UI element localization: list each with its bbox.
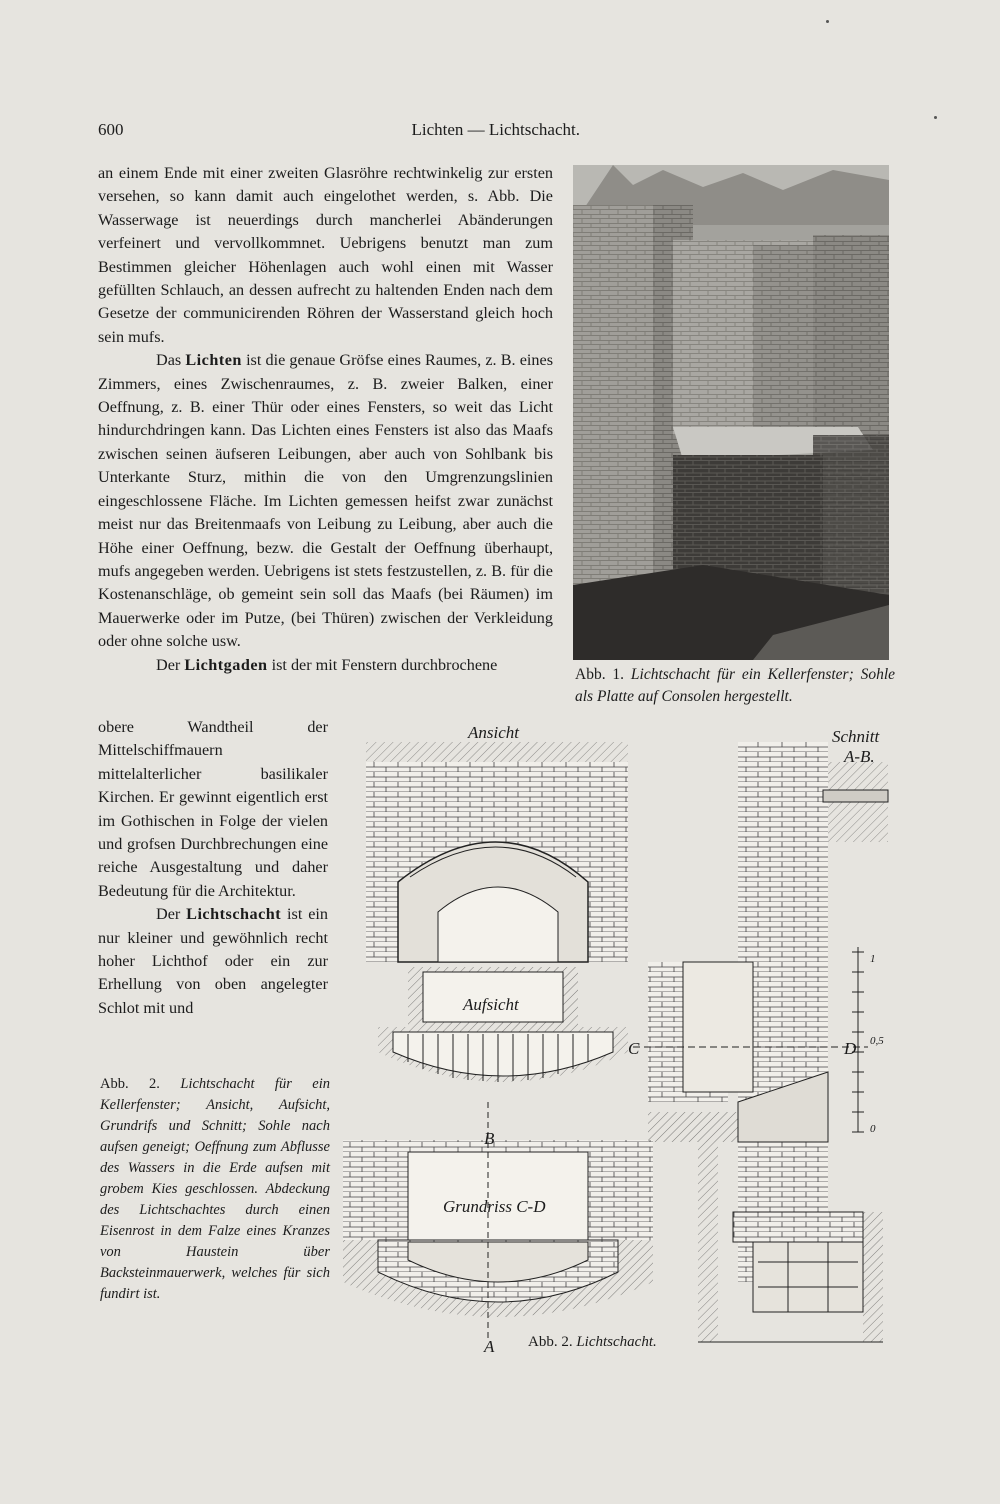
scale-label: 0,5 (870, 1035, 884, 1047)
label-ansicht: Ansicht (468, 723, 519, 742)
narrow-text-column (98, 716, 328, 1020)
view-aufsicht (378, 967, 628, 1082)
scan-speck (934, 116, 937, 119)
paragraph: Das Lichten ist die genaue Gröfse eines Raumes, z. B. eines Zimmers, eines Zwischenraumes, z. B. zweier Balken, einer Oeffnung, z. B. einer Thür oder eines Fensters, so weit das Licht hindurchdringen kann. Das Lichten eines Fensters ist also das Maafs zwischen seinen äufseren Leibungen, aber auch von Sohlbank bis Unterkante Sturz, mithin die von den Umgrenzungslinien eingeschlossene Fläche. Im Lichten gemessen heifst zwar zunächst meist nur das Breitenmaafs von Leibung zu Leibung, aber auch die Höhe einer Oeffnung, bezw. die Gestalt der Oeffnung überhaupt, mufs angegeben werden. Uebrigens ist stets festzustellen, z. B. für die Kostenanschläge, ob gemeint sein soll das Maafs (bei Räumen) im Mauerwerke oder im Putze, (bei Thüren) zwischen der Verkleidung oder ohne solche usw. (98, 351, 554, 651)
label-aufsicht: Aufsicht (463, 995, 519, 1014)
caption-text: Lichtschacht. (576, 1334, 657, 1350)
lichtschacht-drawing (338, 712, 898, 1352)
figure-label: Abb. 1. (575, 666, 625, 683)
term-lichten: Lichten (185, 351, 242, 370)
caption-text: Lichtschacht für ein Kellerfenster; Ansicht, Aufsicht, Grundrifs und Schnitt; Sohle nach aufsen geneigt; Oeffnung zum Abflusse des Wassers in die Erde aufsen mit grobem Kies geschlossen. Abdeckung des Lichtschachtes durch einen Eisenrost in dem Falze eines Kranzes von Haustein über Backsteinmauerwerk, welches für sich fundirt ist. (100, 1076, 330, 1302)
label-b: B (484, 1129, 495, 1148)
caption-text: Lichtschacht für ein Kellerfenster; Sohle als Platte auf Consolen hergestellt. (575, 666, 896, 705)
photo-image (573, 165, 889, 660)
figure-caption-abb2 (528, 1334, 657, 1351)
paragraph: Der Lichtgaden ist der mit Fenstern durchbrochene (156, 655, 498, 674)
label-a: A (484, 1337, 495, 1352)
page-number: 600 (98, 120, 124, 139)
figure-label: Abb. 2. (100, 1076, 160, 1092)
lichtschacht-photo (573, 165, 889, 660)
scan-speck (826, 20, 829, 23)
drawing-image (338, 712, 898, 1352)
figure-caption-abb1 (575, 664, 895, 708)
figure-label: Abb. 2. (528, 1334, 573, 1350)
paragraph: an einem Ende mit einer zweiten Glasröhre rechtwinkelig zur ersten versehen, so kann damit auch eingelothet werden, s. Abb. Die Wasserwage ist neuerdings durch mancherlei Abänderungen verfeinert und vervollkommnet. Uebrigens benutzt man zum Bestimmen gleicher Höhenlagen auch wohl einen mit Wasser gefüllten Schlauch, an dessen aufrecht zu haltenden Enden nach dem Gesetze der communicirenden Röhren der Wasserstand gleich hoch sein mufs. (98, 164, 553, 346)
label-d: D (844, 1039, 857, 1058)
view-ansicht (366, 742, 628, 962)
paragraph: Der Lichtschacht ist ein nur kleiner und gewöhnlich recht hoher Lichthof oder ein zur Erhellung von oben angelegter Schlot mit und (98, 905, 328, 1017)
term-lichtgaden: Lichtgaden (184, 655, 268, 674)
label-schnitt: Schnitt (832, 727, 880, 746)
view-grundriss (343, 1102, 653, 1342)
running-title: Lichten — Lichtschacht. (411, 120, 580, 139)
label-grundriss: Grundriss C-D (443, 1197, 546, 1216)
term-lichtschacht: Lichtschacht (186, 905, 282, 924)
figure-caption-abb2-side (100, 1074, 330, 1305)
running-head (98, 120, 580, 144)
scale-label: 0 (870, 1123, 876, 1135)
main-text-column (98, 162, 553, 677)
label-c: C (628, 1039, 640, 1058)
label-schnitt-ab: A-B. (844, 747, 875, 766)
scale-label: 1 (870, 953, 876, 965)
paragraph: obere Wandtheil der Mittelschiffmauern mittelalterlicher basilikaler Kirchen. Er gewinnt eigentlich erst im Gothischen in Folge der vielen und grofsen Durchbrechungen eine reiche Ausgestaltung und daher Bedeutung für die Architektur. (98, 718, 328, 900)
